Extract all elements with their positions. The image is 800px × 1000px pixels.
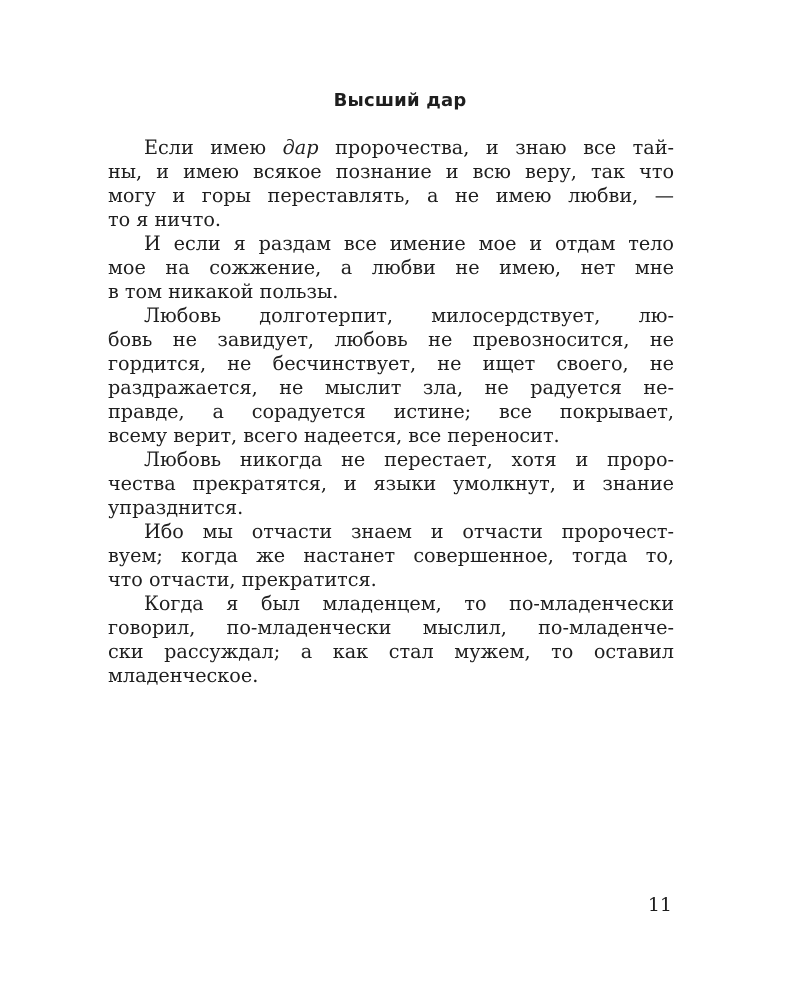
text-line: Любовь никогда не перестает, хотя и проро- (144, 448, 674, 471)
text-line: вуем; когда же настанет совершенное, тогда то, (108, 544, 674, 567)
text-line: чества прекратятся, и языки умолкнут, и знание (108, 472, 674, 495)
text-line: И если я раздам все имение мое и отдам тело (144, 232, 674, 255)
paragraph (108, 232, 674, 304)
text-line: Если имею дар пророчества, и знаю все тай- (144, 136, 674, 159)
text-line: раздражается, не мыслит зла, не радуется не- (108, 376, 674, 399)
paragraph (108, 304, 674, 448)
text-line: ны, и имею всякое познание и всю веру, так что (108, 160, 674, 183)
paragraph (108, 448, 674, 520)
emphasized-word: дар (282, 136, 319, 159)
body-text (108, 136, 674, 688)
text-line: младенческое. (108, 664, 259, 687)
text-line: говорил, по-младенчески мыслил, по-младенче- (108, 616, 674, 639)
text-line: бовь не завидует, любовь не превозносится, не (108, 328, 674, 351)
text-line: правде, а сорадуется истине; все покрывает, (108, 400, 674, 423)
text-line: в том никакой пользы. (108, 280, 339, 303)
text-line: всему верит, всего надеется, все переносит. (108, 424, 560, 447)
text-line: гордится, не бесчинствует, не ищет своего, не (108, 352, 674, 375)
text-line: то я ничто. (108, 208, 221, 231)
text-line: Любовь долготерпит, милосердствует, лю- (144, 304, 674, 327)
text-line: упразднится. (108, 496, 244, 519)
page-title: Высший дар (333, 90, 467, 111)
paragraph (108, 592, 674, 688)
text-line: мое на сожжение, а любви не имею, нет мне (108, 256, 674, 279)
text-line: ски рассуждал; а как стал мужем, то оставил (108, 640, 674, 663)
paragraph (108, 136, 674, 232)
text-line: Ибо мы отчасти знаем и отчасти пророчест- (144, 520, 674, 543)
text-line: Когда я был младенцем, то по-младенчески (144, 592, 674, 615)
text-line: что отчасти, прекратится. (108, 568, 377, 591)
text-line: могу и горы переставлять, а не имею любви, — (108, 184, 674, 207)
page-number: 11 (647, 894, 672, 916)
paragraph (108, 520, 674, 592)
